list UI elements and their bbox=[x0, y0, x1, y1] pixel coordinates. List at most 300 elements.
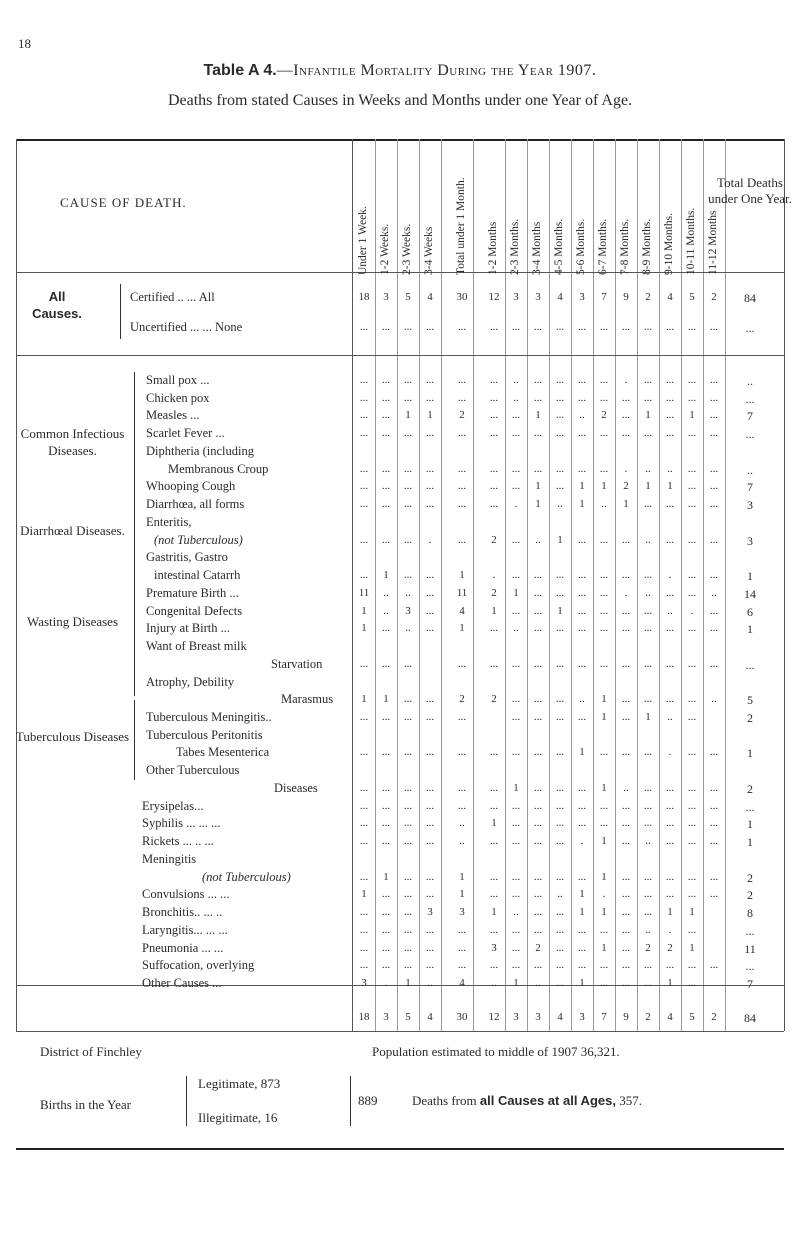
table-cell: 4 bbox=[557, 1011, 563, 1023]
row-total: 11 bbox=[744, 941, 756, 956]
table-cell: ... bbox=[381, 374, 391, 386]
table-cell: ... bbox=[381, 835, 391, 848]
column-header: 6-7 Months. bbox=[597, 218, 609, 275]
table-cell: ... bbox=[511, 462, 521, 475]
table-cell: ... bbox=[621, 817, 631, 830]
table-cell: ... bbox=[599, 604, 609, 617]
table-cell: ... bbox=[577, 923, 587, 936]
table-cell: ... bbox=[555, 906, 565, 919]
table-cell: ... bbox=[555, 693, 565, 706]
table-cell: ... bbox=[511, 710, 521, 723]
table-cell: ... bbox=[359, 906, 369, 919]
column-header: 3-4 Weeks bbox=[423, 226, 435, 275]
table-title bbox=[0, 62, 800, 80]
deaths-all-ages bbox=[412, 1093, 642, 1109]
table-cell: 1 bbox=[645, 710, 651, 723]
table-cell: ... bbox=[621, 835, 631, 848]
column-header: Total under 1 Month. bbox=[455, 177, 467, 275]
table-cell: ... bbox=[621, 906, 631, 919]
table-cell: ... bbox=[359, 480, 369, 493]
all-causes-rule bbox=[16, 355, 784, 356]
table-cell: 1 bbox=[405, 977, 411, 989]
table-cell: ... bbox=[643, 906, 653, 919]
row-total: 7 bbox=[747, 480, 753, 495]
table-cell: ... bbox=[425, 427, 435, 440]
table-cell: ... bbox=[489, 746, 499, 759]
table-cell: .. bbox=[383, 586, 389, 599]
table-cell: 4 bbox=[459, 977, 465, 989]
table-cell: ... bbox=[457, 480, 467, 493]
table-cell: 1 bbox=[459, 870, 465, 883]
table-cell: ... bbox=[403, 888, 413, 901]
table-cell: 3 bbox=[383, 291, 389, 303]
table-cell: ... bbox=[359, 533, 369, 546]
table-cell: . bbox=[514, 498, 518, 511]
births-legitimate: Legitimate, 873 bbox=[198, 1076, 281, 1091]
row-label: Meningitis bbox=[142, 851, 197, 866]
table-cell: ... bbox=[621, 391, 631, 404]
table-cell: ... bbox=[577, 959, 587, 972]
table-cell: ... bbox=[599, 569, 609, 582]
table-cell: ... bbox=[599, 321, 609, 333]
table-cell: ... bbox=[489, 959, 499, 972]
table-cell: ... bbox=[599, 462, 609, 475]
table-cell: . bbox=[668, 923, 672, 936]
table-cell: ... bbox=[621, 622, 631, 635]
table-cell: ... bbox=[425, 923, 435, 936]
table-cell: 3 bbox=[491, 941, 497, 954]
table-cell: 1 bbox=[491, 604, 497, 617]
row-total: 2 bbox=[747, 888, 753, 903]
table-cell: ... bbox=[511, 870, 521, 883]
table-cell: 1 bbox=[557, 604, 563, 617]
table-cell: ... bbox=[665, 657, 675, 670]
row-label: Convulsions ... ... bbox=[142, 887, 230, 902]
table-cell: ... bbox=[577, 533, 587, 546]
table-label: Table A 4. bbox=[203, 62, 277, 79]
row-total: .. bbox=[747, 374, 753, 388]
table-cell: ... bbox=[665, 835, 675, 848]
table-cell: ... bbox=[687, 746, 697, 759]
table-cell: ... bbox=[381, 906, 391, 919]
table-cell: ... bbox=[359, 835, 369, 848]
table-cell: ... bbox=[425, 888, 435, 901]
table-cell: 2 bbox=[645, 941, 651, 954]
table-cell: 9 bbox=[623, 291, 629, 303]
table-cell: ... bbox=[643, 959, 653, 972]
table-cell: ... bbox=[577, 657, 587, 670]
row-total: 1 bbox=[747, 569, 753, 584]
table-cell: 4 bbox=[557, 291, 563, 303]
table-cell: ... bbox=[489, 409, 499, 422]
table-cell: ... bbox=[687, 480, 697, 493]
table-cell: ... bbox=[511, 941, 521, 954]
row-total: ... bbox=[745, 923, 755, 938]
row-label: Bronchitis.. ... .. bbox=[142, 905, 223, 920]
row-total: ... bbox=[745, 427, 755, 442]
table-cell: ... bbox=[403, 746, 413, 759]
table-cell: .. bbox=[513, 391, 519, 404]
table-cell: ... bbox=[381, 480, 391, 493]
table-cell: 1 bbox=[535, 498, 541, 511]
table-cell: 3 bbox=[535, 291, 541, 303]
table-cell: ... bbox=[381, 657, 391, 670]
table-cell: .. bbox=[405, 622, 411, 635]
table-cell: ... bbox=[533, 693, 543, 706]
table-cell: ... bbox=[665, 427, 675, 440]
table-cell: ... bbox=[709, 622, 719, 635]
row-label: (not Tuberculous) bbox=[202, 869, 291, 884]
table-cell: ... bbox=[381, 799, 391, 812]
table-cell: ... bbox=[425, 835, 435, 848]
table-cell: 1 bbox=[601, 480, 607, 493]
table-cell: ... bbox=[425, 781, 435, 794]
table-cell: . bbox=[690, 604, 694, 617]
table-cell: .. bbox=[459, 817, 465, 830]
table-cell: ... bbox=[489, 498, 499, 511]
table-cell: ... bbox=[511, 835, 521, 848]
table-cell: ... bbox=[665, 781, 675, 794]
table-cell: 1 bbox=[579, 746, 585, 759]
table-cell: ... bbox=[665, 870, 675, 883]
table-cell: ... bbox=[709, 746, 719, 759]
table-cell: 4 bbox=[667, 1011, 673, 1023]
table-cell: ... bbox=[533, 906, 543, 919]
row-total: 6 bbox=[747, 604, 753, 619]
table-cell: ... bbox=[599, 533, 609, 546]
table-cell: ... bbox=[403, 906, 413, 919]
table-cell: ... bbox=[359, 923, 369, 936]
table-cell: ... bbox=[359, 941, 369, 954]
table-cell: ... bbox=[709, 799, 719, 812]
table-cell: ... bbox=[457, 462, 467, 475]
table-cell: ... bbox=[555, 657, 565, 670]
table-cell: ... bbox=[687, 870, 697, 883]
table-cell: ... bbox=[533, 870, 543, 883]
table-cell: ... bbox=[381, 409, 391, 422]
table-cell: 30 bbox=[456, 1011, 468, 1023]
table-cell: ... bbox=[555, 870, 565, 883]
table-cell: ... bbox=[403, 941, 413, 954]
table-cell: ... bbox=[577, 710, 587, 723]
table-cell: . bbox=[624, 462, 628, 475]
table-cell: . bbox=[668, 569, 672, 582]
column-header: 1-2 Months bbox=[487, 221, 499, 275]
row-label: Want of Breast milk bbox=[146, 639, 247, 654]
table-cell: ... bbox=[359, 409, 369, 422]
table-cell: ... bbox=[709, 374, 719, 386]
row-label: Scarlet Fever ... bbox=[146, 426, 225, 441]
row-total: 1 bbox=[747, 817, 753, 832]
table-cell: ... bbox=[621, 604, 631, 617]
table-cell: 11 bbox=[358, 586, 370, 599]
table-cell: ... bbox=[425, 321, 435, 333]
table-cell: 1 bbox=[645, 480, 651, 493]
table-cell: .. bbox=[557, 498, 563, 511]
table-cell: .. bbox=[623, 781, 629, 794]
table-cell: ... bbox=[403, 799, 413, 812]
table-cell: ... bbox=[381, 746, 391, 759]
table-cell: ... bbox=[533, 710, 543, 723]
row-total: 84 bbox=[744, 291, 756, 305]
table-cell: ... bbox=[381, 462, 391, 475]
table-cell: ... bbox=[457, 498, 467, 511]
table-cell: ... bbox=[621, 569, 631, 582]
table-cell: 1 bbox=[689, 941, 695, 954]
table-cell: 1 bbox=[459, 888, 465, 901]
table-cell: ... bbox=[403, 427, 413, 440]
table-cell: 2 bbox=[459, 409, 465, 422]
table-cell: 2 bbox=[535, 941, 541, 954]
table-cell: .. bbox=[405, 586, 411, 599]
table-cell: 18 bbox=[358, 291, 370, 303]
table-cell: ... bbox=[643, 693, 653, 706]
table-cell: ... bbox=[511, 480, 521, 493]
table-cell: ... bbox=[599, 427, 609, 440]
row-total: 2 bbox=[747, 781, 753, 796]
table-cell: ... bbox=[643, 888, 653, 901]
table-cell: 1 bbox=[601, 835, 607, 848]
table-cell: 4 bbox=[459, 604, 465, 617]
table-cell: .. bbox=[667, 604, 673, 617]
table-cell: ... bbox=[511, 693, 521, 706]
table-cell: ... bbox=[359, 710, 369, 723]
table-cell: ... bbox=[643, 321, 653, 333]
table-cell: 1 bbox=[667, 906, 673, 919]
table-cell: ... bbox=[709, 657, 719, 670]
table-cell: ... bbox=[555, 586, 565, 599]
table-cell: ... bbox=[621, 693, 631, 706]
table-cell: 1 bbox=[601, 906, 607, 919]
table-cell: ... bbox=[687, 462, 697, 475]
table-cell: 9 bbox=[623, 1011, 629, 1023]
table-cell: 2 bbox=[645, 1011, 651, 1023]
table-cell: ... bbox=[403, 693, 413, 706]
table-cell: 1 bbox=[535, 480, 541, 493]
column-header: 11-12 Months bbox=[707, 210, 719, 275]
row-label: Pneumonia ... ... bbox=[142, 940, 224, 955]
table-cell: ... bbox=[709, 817, 719, 830]
table-cell: ... bbox=[457, 533, 467, 546]
table-cell: .. bbox=[579, 409, 585, 422]
table-cell: ... bbox=[555, 321, 565, 333]
table-cell: ... bbox=[599, 817, 609, 830]
table-cell: ... bbox=[425, 710, 435, 723]
table-cell: ... bbox=[533, 959, 543, 972]
row-label: Premature Birth ... bbox=[146, 585, 239, 600]
table-cell: ... bbox=[489, 374, 499, 386]
table-cell: 3 bbox=[383, 1011, 389, 1023]
table-cell: . bbox=[624, 374, 628, 386]
table-cell: 1 bbox=[427, 409, 433, 422]
table-cell: ... bbox=[533, 817, 543, 830]
table-cell: . bbox=[492, 569, 496, 582]
table-cell: ... bbox=[511, 923, 521, 936]
table-cell: ... bbox=[425, 569, 435, 582]
row-label: Atrophy, Debility bbox=[146, 674, 235, 689]
table-cell: ... bbox=[709, 533, 719, 546]
row-total: 1 bbox=[747, 622, 753, 637]
table-cell: ... bbox=[489, 321, 499, 333]
table-cell: ... bbox=[687, 781, 697, 794]
table-cell: 3 bbox=[427, 906, 433, 919]
table-cell: ... bbox=[555, 959, 565, 972]
table-title-text: —Infantile Mortality During the Year 1907. bbox=[276, 62, 597, 79]
table-cell: ... bbox=[687, 799, 697, 812]
table-cell: ... bbox=[555, 622, 565, 635]
table-cell: ... bbox=[687, 693, 697, 706]
row-total: ... bbox=[745, 321, 755, 335]
table-cell: 2 bbox=[667, 941, 673, 954]
table-cell: ... bbox=[457, 657, 467, 670]
table-cell: .. bbox=[535, 977, 541, 989]
table-cell: ... bbox=[489, 870, 499, 883]
table-cell: ... bbox=[577, 374, 587, 386]
bottom-rule bbox=[16, 1148, 784, 1150]
table-cell: 1 bbox=[601, 870, 607, 883]
table-cell: 1 bbox=[557, 533, 563, 546]
table-cell: ... bbox=[599, 799, 609, 812]
brace-tuberculous bbox=[134, 700, 135, 780]
births-label: Births in the Year bbox=[40, 1097, 131, 1112]
table-cell: ... bbox=[687, 657, 697, 670]
table-cell: ... bbox=[665, 693, 675, 706]
table-cell: 11 bbox=[456, 586, 468, 599]
column-header: 4-5 Months. bbox=[553, 218, 565, 275]
table-cell: ... bbox=[665, 799, 675, 812]
table-cell: ... bbox=[621, 941, 631, 954]
table-cell: ... bbox=[425, 586, 435, 599]
table-cell: ... bbox=[533, 462, 543, 475]
table-cell: ... bbox=[643, 817, 653, 830]
table-cell: ... bbox=[457, 923, 467, 936]
table-cell: ... bbox=[621, 888, 631, 901]
table-cell: ... bbox=[555, 569, 565, 582]
table-cell: ... bbox=[457, 959, 467, 972]
table-cell: ... bbox=[403, 870, 413, 883]
table-cell: ... bbox=[577, 604, 587, 617]
table-cell: .. bbox=[645, 923, 651, 936]
table-cell: ... bbox=[577, 870, 587, 883]
table-cell: .. bbox=[711, 693, 717, 706]
table-cell: 1 bbox=[513, 781, 519, 794]
table-cell: ... bbox=[457, 374, 467, 386]
table-cell: .. bbox=[513, 622, 519, 635]
table-cell: ... bbox=[599, 586, 609, 599]
table-cell: ... bbox=[359, 391, 369, 404]
deaths-bold: all Causes at all Ages, bbox=[479, 1093, 616, 1108]
table-cell: ... bbox=[665, 321, 675, 333]
table-cell: ... bbox=[709, 604, 719, 617]
row-total: 3 bbox=[747, 533, 753, 548]
births-total: 889 bbox=[358, 1093, 378, 1108]
table-cell: ... bbox=[577, 391, 587, 404]
row-label: Marasmus bbox=[281, 692, 334, 707]
table-cell: ... bbox=[533, 835, 543, 848]
table-cell: 1 bbox=[601, 781, 607, 794]
table-cell: 12 bbox=[488, 291, 500, 303]
table-cell: ... bbox=[403, 374, 413, 386]
births-total-brace bbox=[350, 1076, 351, 1126]
row-total: .. bbox=[747, 462, 753, 477]
table-cell: 7 bbox=[601, 1011, 607, 1023]
table-cell: ... bbox=[665, 817, 675, 830]
table-cell: 2 bbox=[623, 480, 629, 493]
table-cell: ... bbox=[381, 923, 391, 936]
table-cell: ... bbox=[709, 888, 719, 901]
table-cell: ... bbox=[599, 657, 609, 670]
table-cell: .. bbox=[645, 586, 651, 599]
table-cell: 1 bbox=[535, 409, 541, 422]
column-header: 2-3 Months. bbox=[509, 218, 521, 275]
table-cell: .. bbox=[513, 374, 519, 386]
table-cell: ... bbox=[489, 799, 499, 812]
row-total: 1 bbox=[747, 835, 753, 850]
table-cell: ... bbox=[425, 480, 435, 493]
table-cell: ... bbox=[687, 622, 697, 635]
row-label: Tuberculous Meningitis.. bbox=[146, 709, 272, 724]
table-cell: ... bbox=[425, 391, 435, 404]
table-cell: ... bbox=[425, 870, 435, 883]
table-cell: ... bbox=[381, 888, 391, 901]
row-total: ... bbox=[745, 657, 755, 672]
table-cell: ... bbox=[533, 374, 543, 386]
table-cell: ... bbox=[359, 374, 369, 386]
table-cell: 1 bbox=[491, 906, 497, 919]
table-cell: ... bbox=[665, 622, 675, 635]
table-cell: 1 bbox=[383, 693, 389, 706]
table-cell: 3 bbox=[513, 1011, 519, 1023]
group-all-causes: All Causes. bbox=[32, 289, 82, 321]
table-cell: 5 bbox=[405, 291, 411, 303]
table-cell: ... bbox=[425, 374, 435, 386]
table-cell: .. bbox=[459, 835, 465, 848]
table-cell: ... bbox=[665, 888, 675, 901]
row-label: Rickets ... .. ... bbox=[142, 834, 214, 849]
deaths-prefix: Deaths from bbox=[412, 1093, 477, 1108]
table-cell: ... bbox=[577, 941, 587, 954]
table-cell: ... bbox=[709, 480, 719, 493]
table-cell: ... bbox=[403, 321, 413, 333]
table-cell: ... bbox=[577, 799, 587, 812]
table-cell: 3 bbox=[513, 291, 519, 303]
row-total: 5 bbox=[747, 693, 753, 708]
cause-column-header: CAUSE OF DEATH. bbox=[60, 195, 187, 210]
table-cell: .. bbox=[427, 977, 433, 989]
table-cell: 2 bbox=[491, 586, 497, 599]
table-cell: ... bbox=[643, 498, 653, 511]
table-cell: ... bbox=[403, 710, 413, 723]
table-cell: ... bbox=[643, 977, 653, 989]
table-cell: 18 bbox=[358, 1011, 370, 1023]
table-cell: ... bbox=[511, 569, 521, 582]
table-cell: ... bbox=[425, 693, 435, 706]
table-cell: ... bbox=[457, 799, 467, 812]
row-label: Syphilis ... ... ... bbox=[142, 816, 221, 831]
table-cell: ... bbox=[555, 941, 565, 954]
table-cell: ... bbox=[599, 977, 609, 989]
table-cell: . bbox=[384, 977, 388, 989]
page-number: 18 bbox=[18, 36, 31, 51]
table-cell: 5 bbox=[405, 1011, 411, 1023]
table-cell: ... bbox=[489, 657, 499, 670]
table-cell: ... bbox=[577, 817, 587, 830]
row-label: Other Causes ... bbox=[142, 976, 222, 990]
table-cell: 1 bbox=[601, 941, 607, 954]
table-cell: ... bbox=[425, 622, 435, 635]
table-cell: 1 bbox=[405, 409, 411, 422]
table-cell: ... bbox=[403, 391, 413, 404]
